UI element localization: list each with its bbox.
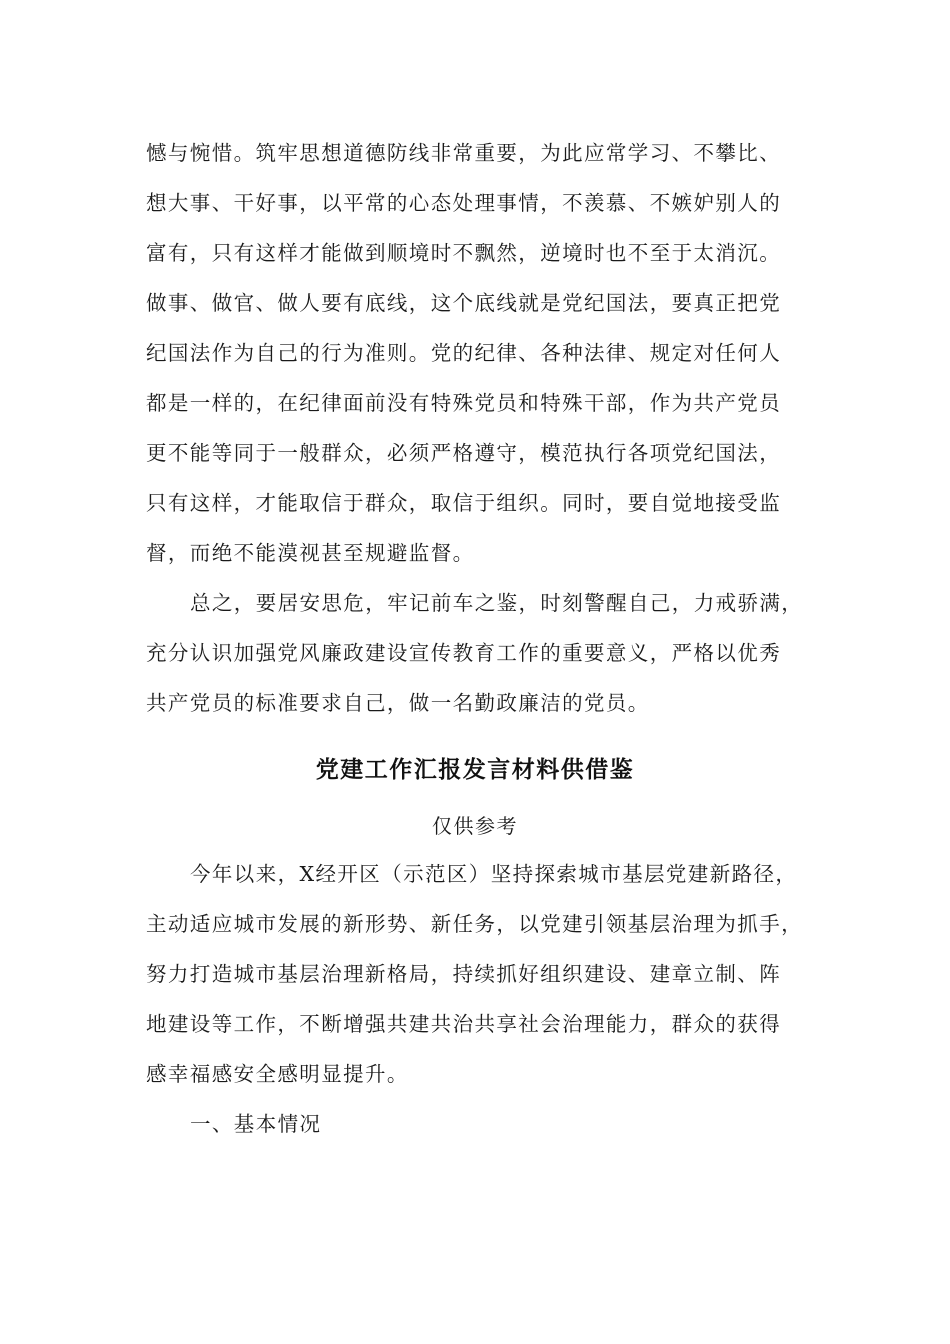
intro-line: 主动适应城市发展的新形势、新任务，以党建引领基层治理为抓手， bbox=[146, 912, 803, 936]
conclusion-line: 充分认识加强党风廉政建设宣传教育工作的重要意义，严格以优秀 bbox=[146, 641, 782, 665]
section-2-body bbox=[146, 849, 806, 1149]
paragraph-line: 只有这样，才能取信于群众，取信于组织。同时，要自觉地接受监 bbox=[146, 491, 782, 515]
paragraph-line: 督，而绝不能漠视甚至规避监督。 bbox=[146, 541, 475, 565]
paragraph-line: 纪国法作为自己的行为准则。党的纪律、各种法律、规定对任何人 bbox=[146, 341, 782, 365]
conclusion-line: 共产党员的标准要求自己，做一名勤政廉洁的党员。 bbox=[146, 691, 650, 715]
intro-line: 地建设等工作，不断增强共建共治共享社会治理能力，群众的获得 bbox=[146, 1012, 782, 1036]
document-title: 党建工作汇报发言材料供借鉴 bbox=[315, 757, 635, 783]
paragraph-line: 憾与惋惜。筑牢思想道德防线非常重要，为此应常学习、不攀比、 bbox=[146, 141, 782, 165]
intro-line: 努力打造城市基层治理新格局，持续抓好组织建设、建章立制、阵 bbox=[146, 962, 782, 986]
conclusion-line: 总之，要居安思危，牢记前车之鉴，时刻警醒自己，力戒骄满， bbox=[190, 591, 804, 615]
paragraph-line: 富有，只有这样才能做到顺境时不飘然，逆境时也不至于太消沉。 bbox=[146, 241, 782, 265]
section-1-body bbox=[146, 128, 806, 728]
section-heading: 一、基本情况 bbox=[190, 1112, 322, 1136]
intro-line: 今年以来，X经开区（示范区）坚持探索城市基层党建新路径， bbox=[190, 862, 798, 886]
intro-line: 感幸福感安全感明显提升。 bbox=[146, 1062, 409, 1086]
paragraph-line: 都是一样的，在纪律面前没有特殊党员和特殊干部，作为共产党员 bbox=[146, 391, 782, 415]
paragraph-line: 更不能等同于一般群众，必须严格遵守，模范执行各项党纪国法， bbox=[146, 441, 782, 465]
document-subtitle: 仅供参考 bbox=[432, 814, 518, 838]
paragraph-line: 做事、做官、做人要有底线，这个底线就是党纪国法，要真正把党 bbox=[146, 291, 782, 315]
paragraph-line: 想大事、干好事，以平常的心态处理事情，不羡慕、不嫉妒别人的 bbox=[146, 191, 782, 215]
